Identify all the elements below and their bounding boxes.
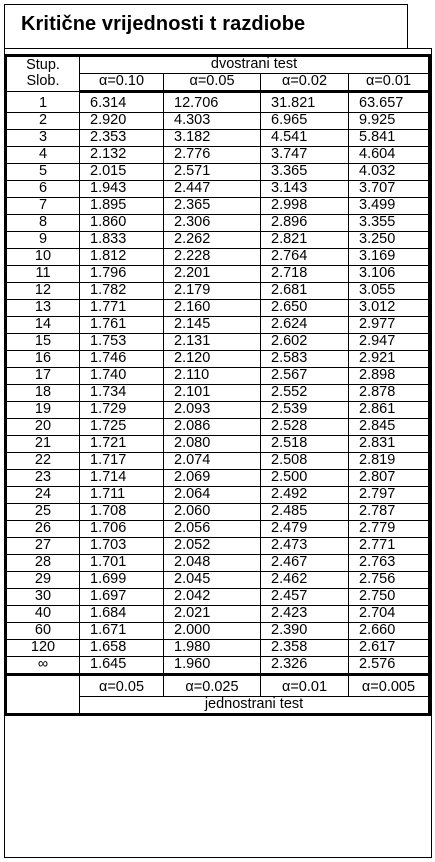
value-cell: 5.841 [349,130,430,147]
t-distribution-table [4,54,431,716]
value-cell: 2.467 [261,555,349,572]
table-row [6,657,430,675]
df-cell: 26 [6,521,80,538]
df-cell: 40 [6,606,80,623]
value-cell: 1.703 [80,538,164,555]
value-cell: 2.921 [349,351,430,368]
value-cell: 4.303 [164,113,261,130]
value-cell: 2.660 [349,623,430,640]
value-cell: 1.721 [80,436,164,453]
alpha-two-sided-2: α=0.02 [261,74,349,92]
value-cell: 2.764 [261,249,349,266]
value-cell: 2.650 [261,300,349,317]
alpha-one-sided-0: α=0.05 [80,675,164,697]
footer-row-1 [6,675,430,697]
value-cell: 2.201 [164,266,261,283]
value-cell: 1.895 [80,198,164,215]
table-row [6,538,430,555]
value-cell: 3.499 [349,198,430,215]
value-cell: 2.896 [261,215,349,232]
df-cell: 14 [6,317,80,334]
df-cell: 3 [6,130,80,147]
value-cell: 1.833 [80,232,164,249]
value-cell: 1.960 [164,657,261,675]
value-cell: 2.756 [349,572,430,589]
df-header-cell [6,56,80,92]
table-row [6,351,430,368]
value-cell: 2.473 [261,538,349,555]
table-row [6,181,430,198]
value-cell: 2.064 [164,487,261,504]
value-cell: 2.160 [164,300,261,317]
value-cell: 3.143 [261,181,349,198]
value-cell: 2.110 [164,368,261,385]
df-cell: 4 [6,147,80,164]
value-cell: 9.925 [349,113,430,130]
value-cell: 1.943 [80,181,164,198]
df-cell: 25 [6,504,80,521]
table-row [6,113,430,130]
value-cell: 2.528 [261,419,349,436]
value-cell: 3.355 [349,215,430,232]
df-cell: 24 [6,487,80,504]
table-row [6,436,430,453]
value-cell: 6.314 [80,92,164,113]
df-header-line2: Slob. [26,73,60,89]
df-cell: 6 [6,181,80,198]
value-cell: 63.657 [349,92,430,113]
value-cell: 4.541 [261,130,349,147]
value-cell: 2.457 [261,589,349,606]
value-cell: 4.604 [349,147,430,164]
value-cell: 2.021 [164,606,261,623]
value-cell: 2.228 [164,249,261,266]
table-row [6,623,430,640]
two-sided-label: dvostrani test [80,56,430,74]
value-cell: 2.617 [349,640,430,657]
table-row [6,147,430,164]
table-row [6,266,430,283]
table-row [6,249,430,266]
value-cell: 2.131 [164,334,261,351]
alpha-two-sided-1: α=0.05 [164,74,261,92]
value-cell: 2.977 [349,317,430,334]
alpha-two-sided-3: α=0.01 [349,74,430,92]
df-cell: 15 [6,334,80,351]
value-cell: 2.056 [164,521,261,538]
value-cell: 2.086 [164,419,261,436]
value-cell: 1.782 [80,283,164,300]
value-cell: 31.821 [261,92,349,113]
value-cell: 2.763 [349,555,430,572]
value-cell: 4.032 [349,164,430,181]
value-cell: 2.898 [349,368,430,385]
table-row [6,368,430,385]
table-row [6,487,430,504]
value-cell: 2.462 [261,572,349,589]
table-row [6,470,430,487]
value-cell: 1.708 [80,504,164,521]
value-cell: 2.069 [164,470,261,487]
value-cell: 12.706 [164,92,261,113]
value-cell: 1.699 [80,572,164,589]
df-cell: 19 [6,402,80,419]
value-cell: 2.000 [164,623,261,640]
value-cell: 2.552 [261,385,349,402]
value-cell: 2.718 [261,266,349,283]
value-cell: 2.539 [261,402,349,419]
value-cell: 6.965 [261,113,349,130]
value-cell: 3.169 [349,249,430,266]
footer-empty-cell [6,675,80,715]
alpha-two-sided-0: α=0.10 [80,74,164,92]
value-cell: 2.042 [164,589,261,606]
value-cell: 3.365 [261,164,349,181]
df-cell: 5 [6,164,80,181]
value-cell: 1.697 [80,589,164,606]
value-cell: 2.947 [349,334,430,351]
header-row-1 [6,56,430,74]
value-cell: 2.518 [261,436,349,453]
df-cell: 8 [6,215,80,232]
value-cell: 3.250 [349,232,430,249]
table-row [6,504,430,521]
table-body [6,56,430,715]
value-cell: 1.658 [80,640,164,657]
value-cell: 1.771 [80,300,164,317]
table-row [6,419,430,436]
df-cell: ∞ [6,657,80,675]
value-cell: 2.583 [261,351,349,368]
value-cell: 2.807 [349,470,430,487]
value-cell: 3.012 [349,300,430,317]
value-cell: 2.015 [80,164,164,181]
table-row [6,164,430,181]
table-row [6,283,430,300]
value-cell: 2.074 [164,453,261,470]
one-sided-label: jednostrani test [80,697,430,715]
value-cell: 2.821 [261,232,349,249]
df-cell: 17 [6,368,80,385]
value-cell: 2.326 [261,657,349,675]
value-cell: 2.080 [164,436,261,453]
value-cell: 3.182 [164,130,261,147]
value-cell: 1.711 [80,487,164,504]
page-title: Kritične vrijednosti t razdiobe [21,13,306,35]
table-row [6,385,430,402]
value-cell: 2.750 [349,589,430,606]
value-cell: 2.861 [349,402,430,419]
value-cell: 2.831 [349,436,430,453]
value-cell: 2.681 [261,283,349,300]
value-cell: 2.787 [349,504,430,521]
table-row [6,334,430,351]
value-cell: 2.390 [261,623,349,640]
value-cell: 3.707 [349,181,430,198]
table-row [6,572,430,589]
value-cell: 2.571 [164,164,261,181]
df-cell: 120 [6,640,80,657]
value-cell: 2.179 [164,283,261,300]
value-cell: 2.423 [261,606,349,623]
value-cell: 2.120 [164,351,261,368]
value-cell: 1.796 [80,266,164,283]
value-cell: 2.045 [164,572,261,589]
value-cell: 2.093 [164,402,261,419]
alpha-one-sided-1: α=0.025 [164,675,261,697]
table-row [6,453,430,470]
value-cell: 2.576 [349,657,430,675]
value-cell: 2.920 [80,113,164,130]
df-cell: 2 [6,113,80,130]
value-cell: 2.262 [164,232,261,249]
value-cell: 2.492 [261,487,349,504]
value-cell: 1.706 [80,521,164,538]
df-cell: 20 [6,419,80,436]
value-cell: 1.701 [80,555,164,572]
value-cell: 2.624 [261,317,349,334]
value-cell: 2.447 [164,181,261,198]
value-cell: 2.567 [261,368,349,385]
value-cell: 3.106 [349,266,430,283]
value-cell: 2.052 [164,538,261,555]
value-cell: 2.845 [349,419,430,436]
table-row [6,606,430,623]
df-cell: 13 [6,300,80,317]
df-cell: 21 [6,436,80,453]
table-row [6,317,430,334]
table-row [6,198,430,215]
df-cell: 29 [6,572,80,589]
table-row [6,130,430,147]
value-cell: 3.747 [261,147,349,164]
df-cell: 10 [6,249,80,266]
df-cell: 22 [6,453,80,470]
value-cell: 2.779 [349,521,430,538]
value-cell: 1.714 [80,470,164,487]
value-cell: 1.812 [80,249,164,266]
value-cell: 2.771 [349,538,430,555]
value-cell: 3.055 [349,283,430,300]
value-cell: 2.485 [261,504,349,521]
value-cell: 2.358 [261,640,349,657]
table-row [6,402,430,419]
value-cell: 2.878 [349,385,430,402]
value-cell: 2.508 [261,453,349,470]
df-cell: 23 [6,470,80,487]
value-cell: 1.980 [164,640,261,657]
table-row [6,300,430,317]
value-cell: 2.704 [349,606,430,623]
df-cell: 18 [6,385,80,402]
table-row [6,232,430,249]
value-cell: 1.746 [80,351,164,368]
value-cell: 1.740 [80,368,164,385]
table-row [6,92,430,113]
value-cell: 1.671 [80,623,164,640]
value-cell: 1.645 [80,657,164,675]
table-row [6,589,430,606]
value-cell: 2.819 [349,453,430,470]
df-cell: 1 [6,92,80,113]
value-cell: 1.761 [80,317,164,334]
value-cell: 2.060 [164,504,261,521]
title-box [4,4,408,49]
value-cell: 2.145 [164,317,261,334]
df-cell: 30 [6,589,80,606]
value-cell: 2.797 [349,487,430,504]
table-row [6,555,430,572]
df-cell: 9 [6,232,80,249]
value-cell: 1.753 [80,334,164,351]
value-cell: 1.717 [80,453,164,470]
value-cell: 2.132 [80,147,164,164]
df-cell: 12 [6,283,80,300]
value-cell: 2.776 [164,147,261,164]
value-cell: 2.602 [261,334,349,351]
value-cell: 2.353 [80,130,164,147]
df-cell: 60 [6,623,80,640]
value-cell: 2.500 [261,470,349,487]
table-row [6,215,430,232]
alpha-one-sided-3: α=0.005 [349,675,430,697]
value-cell: 2.998 [261,198,349,215]
df-cell: 27 [6,538,80,555]
value-cell: 1.725 [80,419,164,436]
table-row [6,640,430,657]
table-row [6,521,430,538]
value-cell: 2.048 [164,555,261,572]
df-cell: 28 [6,555,80,572]
value-cell: 1.734 [80,385,164,402]
df-cell: 16 [6,351,80,368]
value-cell: 2.365 [164,198,261,215]
value-cell: 1.684 [80,606,164,623]
value-cell: 2.101 [164,385,261,402]
df-header-line1: Stup. [26,57,60,74]
value-cell: 2.479 [261,521,349,538]
value-cell: 1.860 [80,215,164,232]
value-cell: 2.306 [164,215,261,232]
value-cell: 1.729 [80,402,164,419]
df-cell: 11 [6,266,80,283]
df-cell: 7 [6,198,80,215]
alpha-one-sided-2: α=0.01 [261,675,349,697]
